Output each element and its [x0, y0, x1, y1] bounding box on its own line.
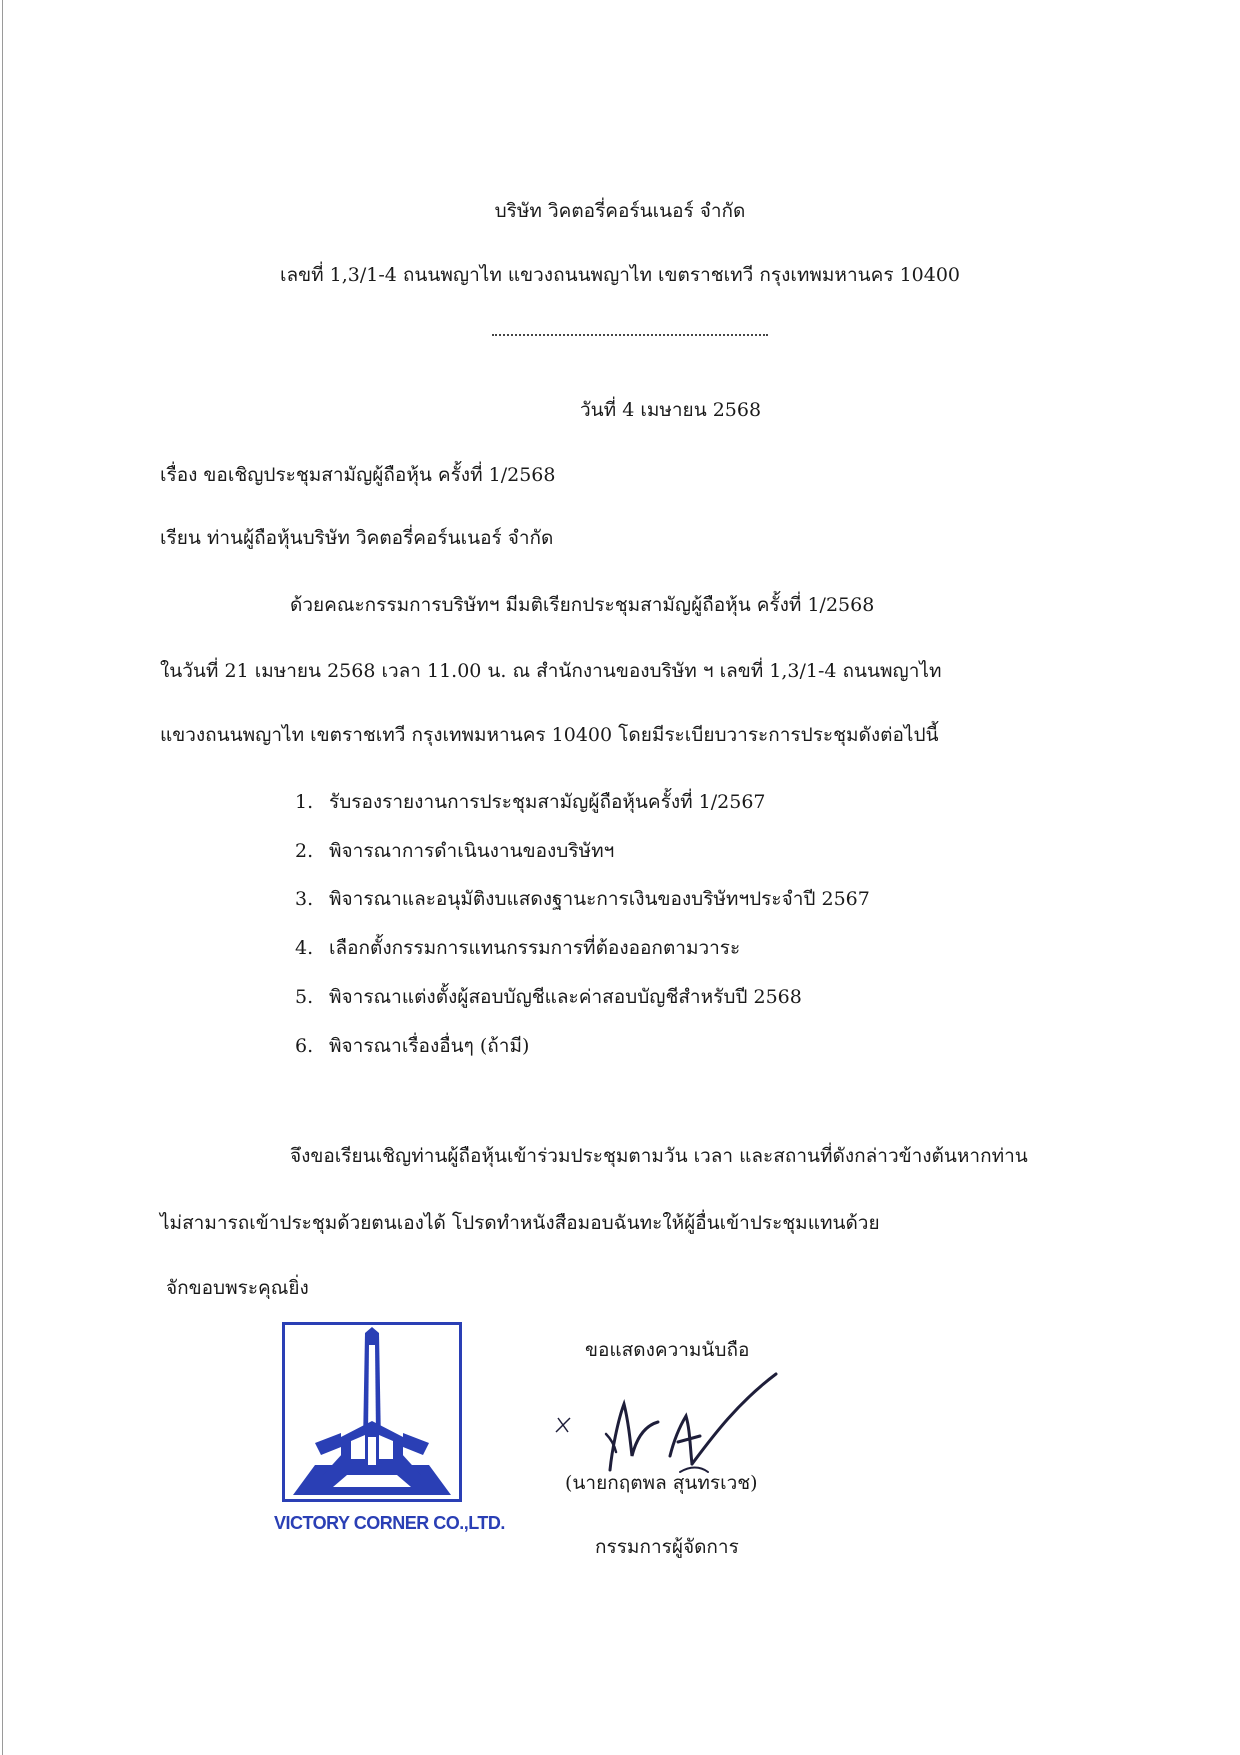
letter-recipient: เรียน ท่านผู้ถือหุ้นบริษัท วิคตอรี่คอร์นเนอร์ จำกัด — [160, 527, 554, 549]
agenda-item — [295, 787, 766, 817]
company-logo — [282, 1322, 462, 1502]
dotted-separator — [492, 334, 768, 336]
agenda-number: 2. — [295, 840, 314, 862]
body-paragraph-line: ในวันที่ 21 เมษายน 2568 เวลา 11.00 น. ณ สำนักงานของบริษัท ฯ เลขที่ 1,3/1-4 ถนนพญาไท — [160, 660, 942, 682]
agenda-item — [295, 884, 870, 914]
agenda-item — [295, 1031, 529, 1061]
agenda-text: รับรองรายงานการประชุมสามัญผู้ถือหุ้นครั้งที่ 1/2567 — [329, 791, 766, 813]
logo-caption: VICTORY CORNER CO.,LTD. — [274, 1513, 505, 1533]
agenda-text: เลือกตั้งกรรมการแทนกรรมการที่ต้องออกตามวาระ — [329, 937, 741, 959]
agenda-number: 5. — [295, 986, 314, 1008]
agenda-text: พิจารณาเรื่องอื่นๆ (ถ้ามี) — [329, 1035, 530, 1057]
letter-subject: เรื่อง ขอเชิญประชุมสามัญผู้ถือหุ้น ครั้งที่ 1/2568 — [160, 464, 556, 486]
agenda-item — [295, 982, 802, 1012]
victory-monument-icon — [285, 1325, 459, 1499]
agenda-item — [295, 933, 740, 963]
agenda-number: 1. — [295, 791, 314, 813]
agenda-text: พิจารณาแต่งตั้งผู้สอบบัญชีและค่าสอบบัญชีสำหรับปี 2568 — [329, 986, 802, 1008]
closing-thanks: จักขอบพระคุณยิ่ง — [166, 1277, 309, 1299]
body-paragraph-line: แขวงถนนพญาไท เขตราชเทวี กรุงเทพมหานคร 10400 โดยมีระเบียบวาระการประชุมดังต่อไปนี้ — [160, 724, 939, 746]
company-name: บริษัท วิคตอรี่คอร์นเนอร์ จำกัด — [494, 200, 746, 222]
agenda-text: พิจารณาและอนุมัติงบแสดงฐานะการเงินของบริษัทฯประจำปี 2567 — [329, 888, 870, 910]
agenda-number: 6. — [295, 1035, 314, 1057]
agenda-item — [295, 836, 614, 866]
agenda-text: พิจารณาการดำเนินงานของบริษัทฯ — [329, 840, 615, 862]
body-paragraph-line: ด้วยคณะกรรมการบริษัทฯ มีมติเรียกประชุมสามัญผู้ถือหุ้น ครั้งที่ 1/2568 — [290, 594, 875, 616]
regards-text: ขอแสดงความนับถือ — [585, 1339, 750, 1361]
agenda-number: 4. — [295, 937, 314, 959]
signer-position: กรรมการผู้จัดการ — [595, 1536, 739, 1558]
agenda-number: 3. — [295, 888, 314, 910]
closing-paragraph-line: ไม่สามารถเข้าประชุมด้วยตนเองได้ โปรดทำหนังสือมอบฉันทะให้ผู้อื่นเข้าประชุมแทนด้วย — [160, 1212, 880, 1234]
closing-paragraph-line: จึงขอเรียนเชิญท่านผู้ถือหุ้นเข้าร่วมประชุมตามวัน เวลา และสถานที่ดังกล่าวข้างต้นหากท่าน — [290, 1145, 1028, 1167]
letter-date: วันที่ 4 เมษายน 2568 — [580, 399, 762, 421]
signer-name: (นายกฤตพล สุนทรเวช) — [565, 1472, 758, 1494]
company-address: เลขที่ 1,3/1-4 ถนนพญาไท แขวงถนนพญาไท เขตราชเทวี กรุงเทพมหานคร 10400 — [279, 264, 961, 286]
